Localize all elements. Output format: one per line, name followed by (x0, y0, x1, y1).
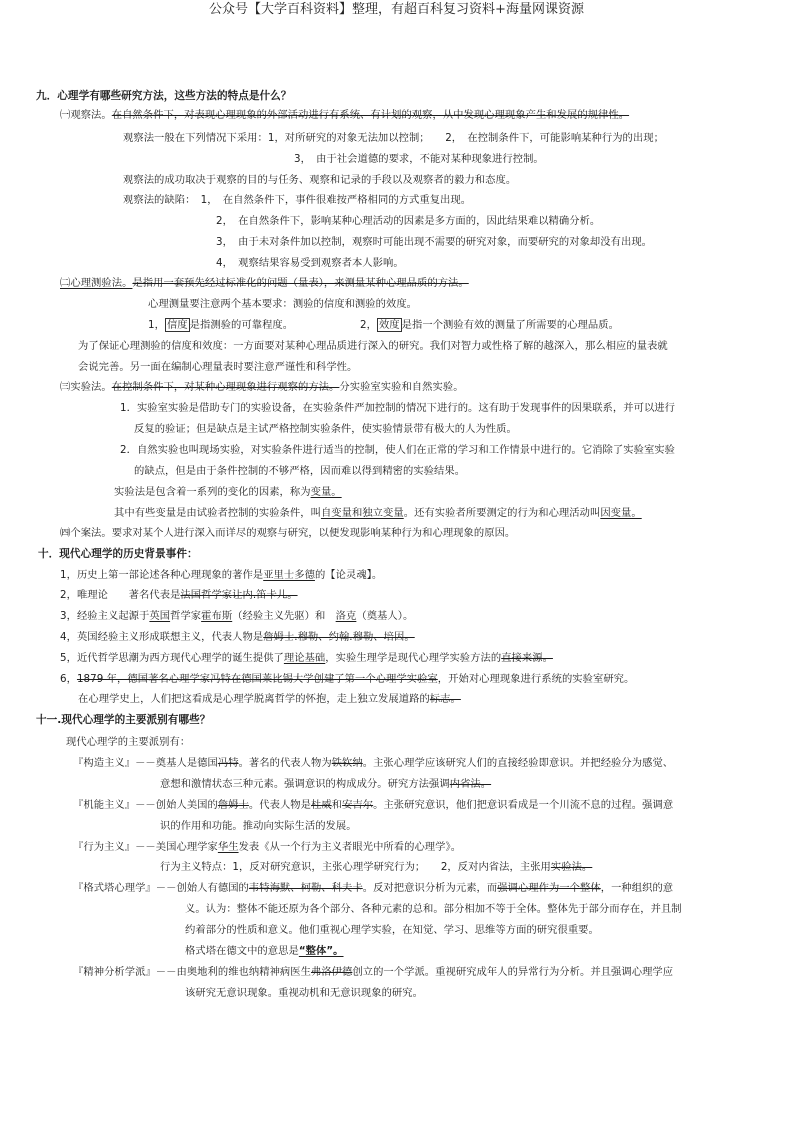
dv-text: 。还有实验者所要测定的行为和心理活动叫 (403, 507, 601, 519)
variable-text: 实验法是包含着一系列的变化的因素，称为 (114, 486, 311, 498)
functionalism-and: 和 (331, 799, 343, 811)
reliability-text: 是指测验的可靠程度。 (189, 319, 294, 331)
behaviorism-2-text: 行为主义特点：1，反对研究意识，主张心理学研究行为； 2，反对内省法，主张用 (160, 861, 551, 873)
reliability-number: 1， (148, 319, 165, 331)
section-10-title: 十．现代心理学的历史背景事件： (38, 548, 198, 560)
england: 英国 (149, 610, 171, 622)
experiment-label: ㈢实验法。 (60, 381, 112, 393)
structuralism-tail: 。主张心理学应该研究人们的直接经验即意识。并把经验分为感觉、 (362, 757, 674, 769)
behaviorism-tail: 发表《从一个行为主义者眼光中所看的心理学》。 (238, 841, 462, 853)
dv-term: 因变量。 (600, 507, 642, 519)
history-2-text: 2，唯理论 著名代表是 (60, 589, 181, 601)
variable-definition (114, 485, 342, 500)
history-6-num: 6， (60, 673, 77, 685)
french-philosopher: 法国哲学家 (180, 589, 233, 601)
gestalt-4-text: 格式塔在德文中的意思是 (185, 945, 299, 957)
observation-definition: 在自然条件下，对表现心理现象的外部活动进行有系统、有计划的观察，从中发现心理现象产生和发展的规律性。 (111, 109, 630, 121)
test-requirements: 心理测量要注意两个基本要求：测验的信度和测验的效度。 (148, 298, 418, 310)
observation-success: 观察法的成功取决于观察的目的与任务、观察和记录的手段以及观察者的毅力和态度。 (123, 174, 517, 186)
history-1-tail: 的【论灵魂】。 (314, 569, 383, 581)
validity-term: 效度 (378, 319, 400, 331)
gestalt-4 (185, 944, 344, 959)
case-method: ㈣个案法。要求对某个人进行深入而详尽的观察与研究，以便发现影响某种行为和心理现象的原因。 (60, 527, 516, 539)
test-heading-line (60, 276, 469, 291)
test-definition: 是指用一套预先经过标准化的问题（量表），来测量某种心理品质的方法。 (132, 277, 469, 289)
test-ensure-1: 为了保证心理测验的信度和效度：一方面要对某种心理品质进行深入的研究。我们对智力或性格了解的越深入，那么相应的量表就 (78, 340, 668, 352)
wundt-lab: 1879 年，德国著名心理学家冯特在德国莱比锡大学创建了第一个心理学实验室 (76, 673, 438, 685)
history-item-1 (60, 568, 382, 583)
history-7-text: 在心理学史上，人们把这看成是心理学脱离哲学的怀抱，走上独立发展道路的 (78, 693, 430, 705)
section-9-title: 九．心理学有哪些研究方法，这些方法的特点是什么？ (36, 90, 292, 102)
functionalism-1 (73, 798, 673, 813)
schools-intro: 现代心理学的主要派别有： (66, 736, 191, 748)
reliability-term: 信度 (166, 319, 188, 331)
direct-source: 直接来源。 (501, 652, 553, 664)
aristotle: 亚里士多德 (263, 569, 315, 581)
behaviorism-1 (73, 840, 461, 855)
experiment-definition: 在控制条件下，对某种心理现象进行观察的方法。 (111, 381, 340, 393)
experimental-method: 实验法。 (550, 861, 593, 873)
watson: 华生 (217, 841, 239, 853)
structuralism-1 (73, 756, 673, 771)
functionalism-text: 『机能主义』－－创始人美国的 (73, 799, 218, 811)
observation-flaw-2: 2， 在自然条件下，影响某种心理活动的因素是多方面的，因此结果难以精确分析。 (216, 215, 601, 227)
history-item-6 (60, 672, 634, 687)
functionalism-mid: 。代表人物是 (248, 799, 311, 811)
structuralism-2 (160, 777, 491, 792)
observation-heading-line (60, 108, 629, 123)
history-item-3 (60, 609, 413, 624)
angell: 安吉尔 (342, 799, 374, 811)
test-ensure-2: 会说完善。另一面在编制心理量表时要注意严谨性和科学性。 (78, 361, 358, 373)
history-5-mid: ，实验生理学是现代心理学实验方法的 (325, 652, 502, 664)
gestalt-meaning: “整体”。 (298, 945, 344, 957)
functionalism-2: 识的作用和功能。推动向实际生活的发展。 (160, 820, 357, 832)
observation-flaw-1: 观察法的缺陷： 1， 在自然条件下，事件很难按严格相同的方式重复出现。 (123, 194, 472, 206)
history-item-4 (60, 630, 415, 645)
gestalt-2: 义。认为：整体不能还原为各个部分、各种元素的总和。部分相加不等于全体。整体先于部分而存在，并且制 (185, 903, 682, 915)
theory-basis: 理论基础 (283, 652, 326, 664)
iv-term: 自变量和独立变量 (320, 507, 404, 519)
experiment-kinds: 分实验室实验和自然实验。 (339, 381, 464, 393)
natural-experiment-1: 2．自然实验也叫现场实验，对实验条件进行适当的控制，使人们在正常的学习和工作情景中进行的。它消除了实验室实验 (120, 444, 675, 456)
page-header: 公众号【大学百科资料】整理，有超百科复习资料+海量网课资源 (209, 2, 584, 17)
behaviorism-text: 『行为主义』－－美国心理学家 (73, 841, 218, 853)
validity-number: 2， (360, 319, 377, 331)
behaviorism-2 (160, 860, 592, 875)
section-11-title: 十一.现代心理学的主要派别有哪些？ (36, 714, 211, 726)
history-5-text: 5，近代哲学思潮为西方现代心理学的诞生提供了 (60, 652, 284, 664)
test-validity (360, 318, 619, 333)
experiment-heading-line (60, 380, 464, 395)
independent-dependent-variables (114, 506, 642, 521)
gestalt-whole: 强调心理作为一个整体 (497, 882, 601, 894)
history-3-mid: 哲学家 (170, 610, 202, 622)
history-item-5 (60, 651, 553, 666)
history-3-text: 3，经验主义起源于 (60, 610, 150, 622)
structuralism-text: 『构造主义』－－奠基人是德国 (73, 757, 218, 769)
lab-experiment-2: 反复的验证；但是缺点是主试严格控制实验条件，使实验情景带有极大的人为性质。 (134, 423, 517, 435)
test-reliability (148, 318, 293, 333)
iv-text: 其中有些变量是由试验者控制的实验条件，叫 (114, 507, 321, 519)
freud: 弗洛伊德 (310, 966, 353, 978)
james: 詹姆士 (217, 799, 249, 811)
history-6-tail: ，开始对心理现象进行系统的实验室研究。 (437, 673, 635, 685)
gestalt-text: 『格式塔心理学』－－创始人有德国的 (73, 882, 249, 894)
gestalt-tail: ，一种组织的意 (600, 882, 674, 894)
history-4-text: 4，英国经验主义形成联想主义，代表人物是 (60, 631, 264, 643)
hobbes: 霍布斯 (201, 610, 233, 622)
functionalism-tail: 。主张研究意识，他们把意识看成是一个川流不息的过程。强调意 (373, 799, 674, 811)
structuralism-2-text: 意想和激情状态三种元素。强调意识的构成成分。研究方法强调 (160, 778, 450, 790)
locke: 洛克 (335, 610, 357, 622)
wundt: 冯特 (217, 757, 239, 769)
psychoanalysis-tail: 创立的一个学派。重视研究成年人的异常行为分析。并且强调心理学应 (352, 966, 674, 978)
dewey: 杜威 (311, 799, 332, 811)
associationists: 詹姆士.穆勒、约翰.穆勒、培因。 (263, 631, 415, 643)
gestalt-3: 约着部分的性质和意义。他们重视心理学实验，在知觉、学习、思维等方面的研究很重要。 (185, 924, 599, 936)
observation-use-line-1: 观察法一般在下列情况下采用：1，对所研究的对象无法加以控制； 2， 在控制条件下，可能影响某种行为的出现； (123, 132, 664, 144)
history-3-mid2: （经验主义先驱）和 (232, 610, 336, 622)
psychoanalysis-2: 该研究无意识现象。重视动机和无意识现象的研究。 (185, 987, 423, 999)
history-item-2 (60, 588, 298, 603)
psychoanalysis-text: 『精神分析学派』－－由奥地利的维也纳精神病医生 (73, 966, 311, 978)
structuralism-mid: 。著名的代表人物为 (238, 757, 332, 769)
test-label: ㈡心理测验法。 (60, 277, 133, 289)
observation-flaw-3: 3， 由于未对条件加以控制，观察时可能出现不需要的研究对象，而要研究的对象却没有出现。 (216, 236, 653, 248)
titchener: 铁钦纳 (331, 757, 363, 769)
gestalt-founders: 韦特海默、柯勒、科夫卡 (248, 882, 363, 894)
history-item-7 (78, 692, 461, 707)
introspection: 内省法。 (449, 778, 492, 790)
milestone: 标志。 (429, 693, 461, 705)
descartes: 让内.笛卡儿。 (232, 589, 298, 601)
observation-label: ㈠观察法。 (60, 109, 112, 121)
psychoanalysis-1 (73, 965, 673, 980)
history-1-text: 1，历史上第一部论述各种心理现象的著作是 (60, 569, 264, 581)
validity-text: 是指一个测验有效的测量了所需要的心理品质。 (401, 319, 619, 331)
observation-flaw-4: 4， 观察结果容易受到观察者本人影响。 (216, 257, 404, 269)
lab-experiment-1: 1．实验室实验是借助专门的实验设备，在实验条件严加控制的情况下进行的。这有助于发现事件的因果联系，并可以进行 (120, 402, 675, 414)
gestalt-mid: 。反对把意识分析为元素，而 (362, 882, 498, 894)
gestalt-1 (73, 881, 673, 896)
variable-term: 变量。 (310, 486, 342, 498)
natural-experiment-2: 的缺点，但是由于条件控制的不够严格，因而难以得到精密的实验结果。 (134, 465, 466, 477)
observation-use-line-2: 3， 由于社会道德的要求，不能对某种现象进行控制。 (294, 153, 544, 165)
history-3-tail: （奠基人）。 (356, 610, 414, 622)
